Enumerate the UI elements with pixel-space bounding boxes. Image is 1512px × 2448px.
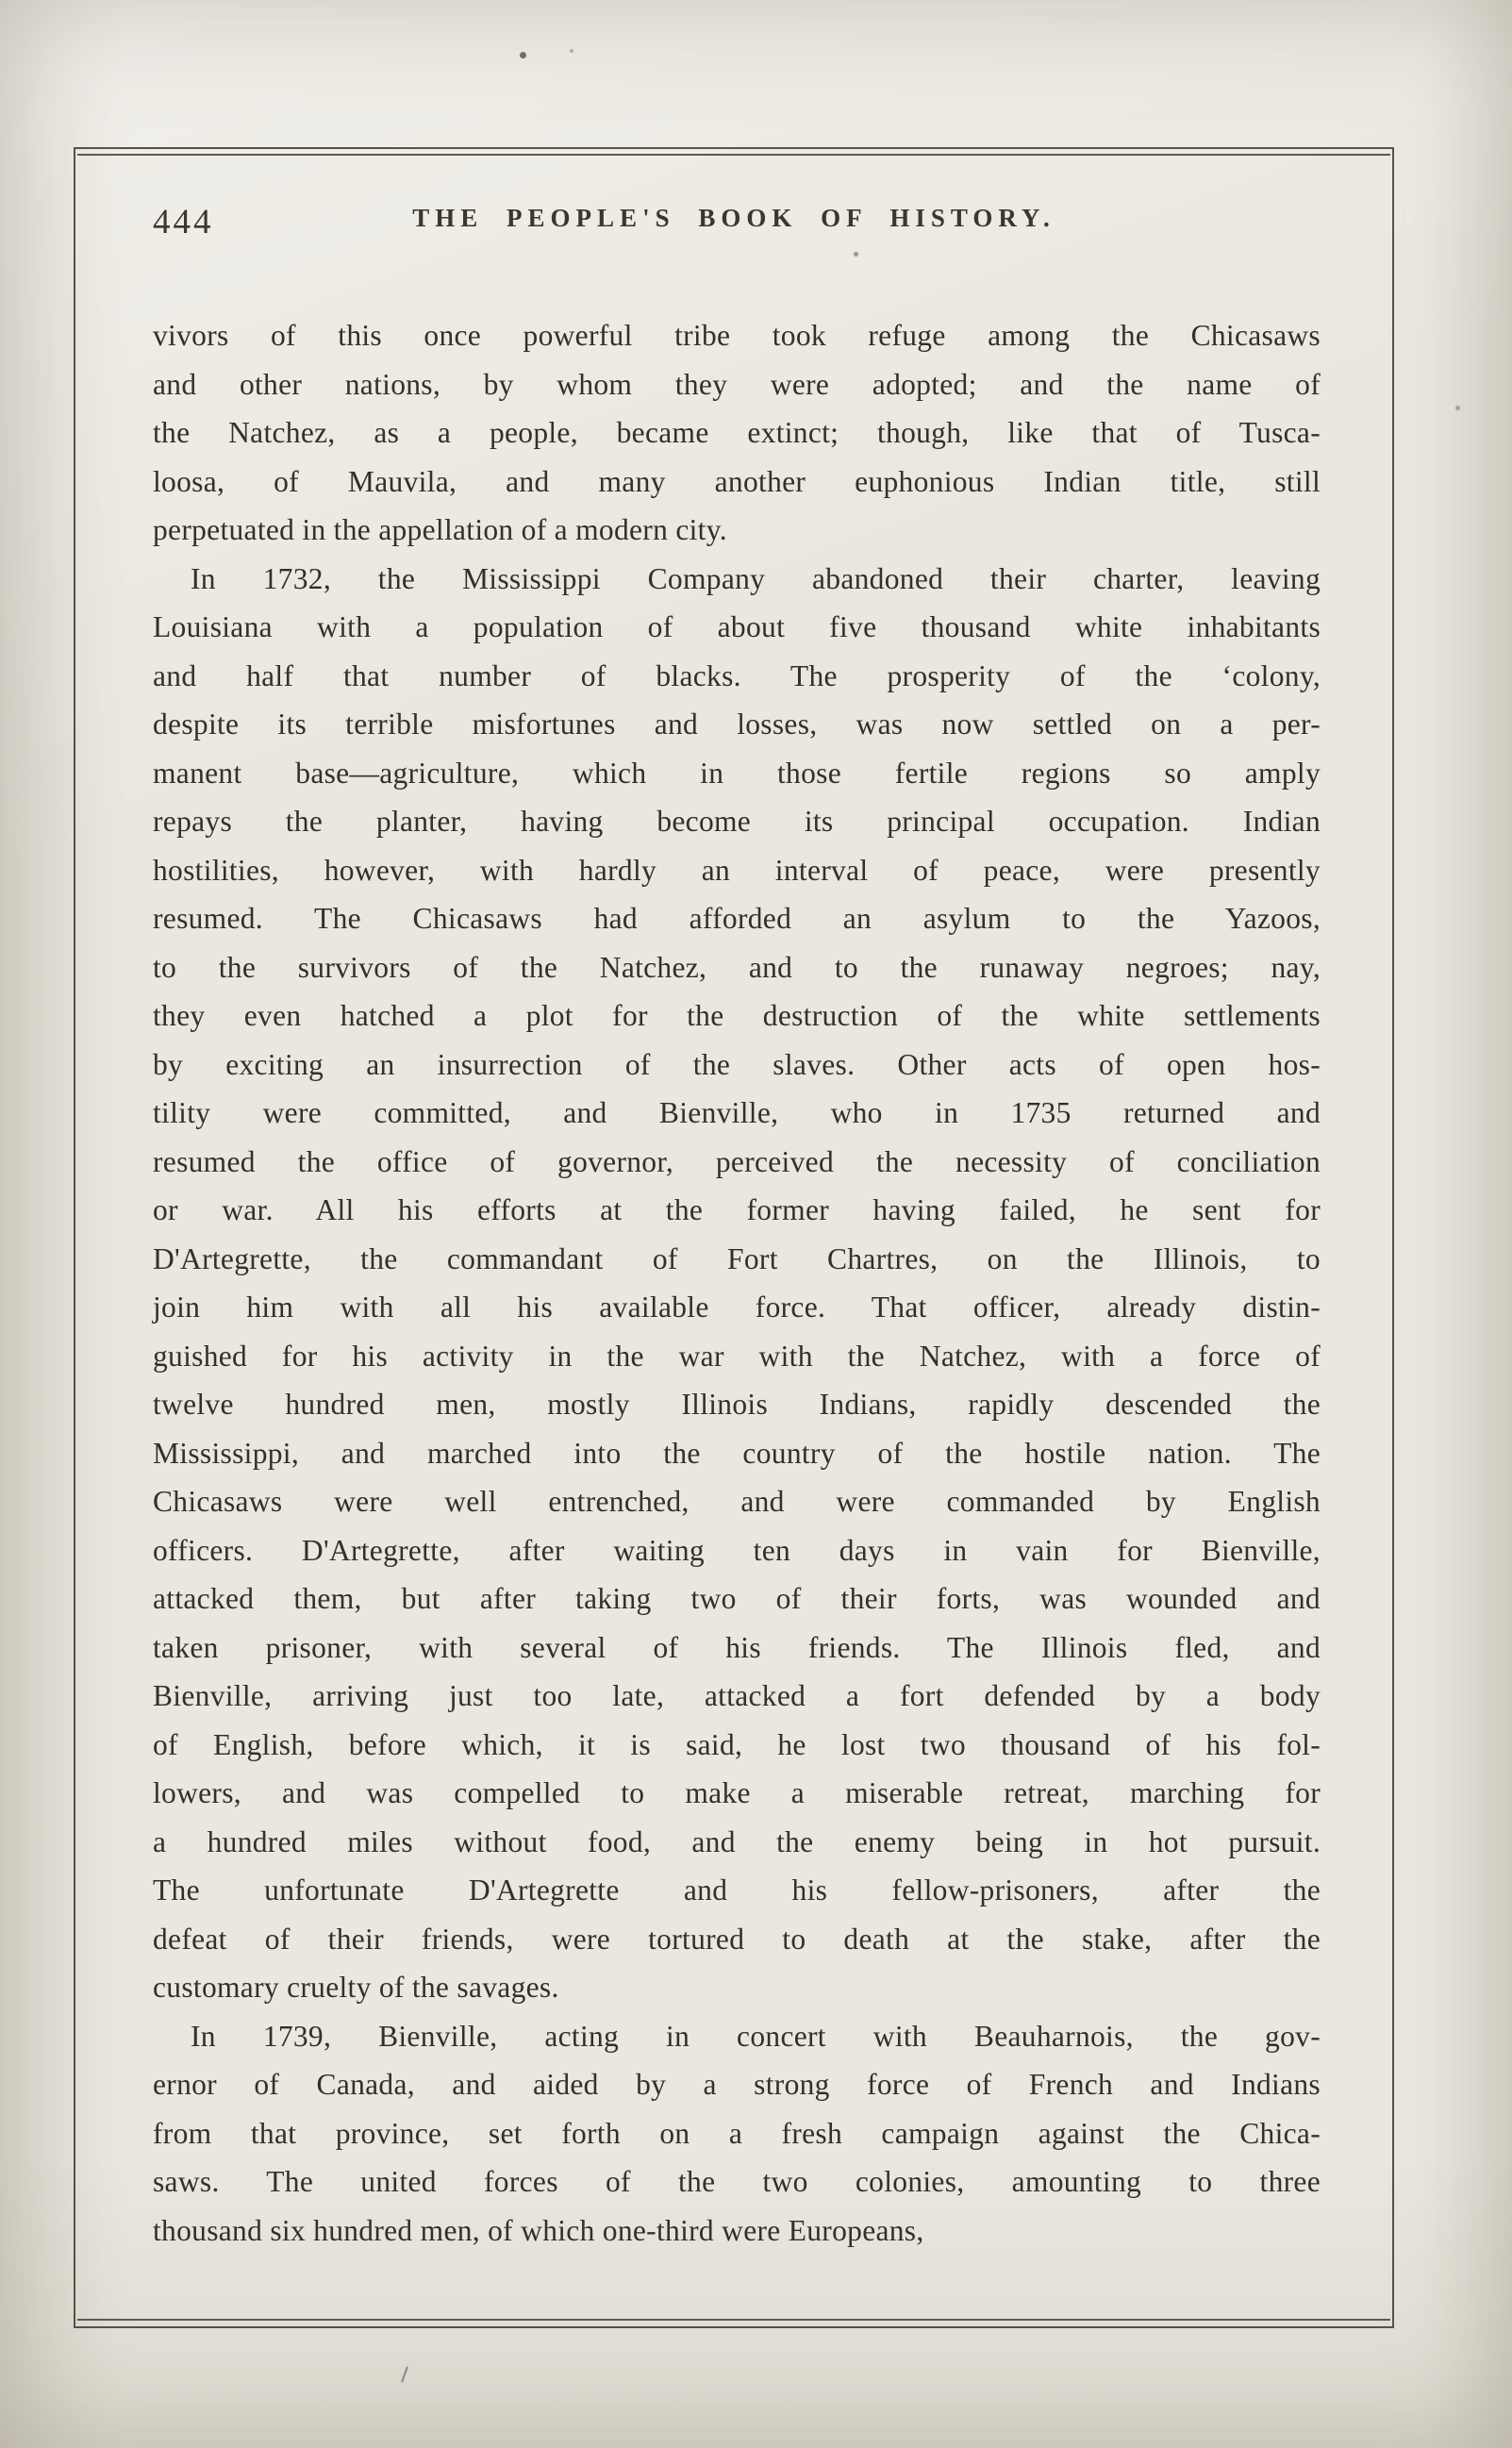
text-line: D'Artegrette, the commandant of Fort Chartres, on the Illinois, to bbox=[153, 1241, 1321, 1275]
text-line: officers. D'Artegrette, after waiting ten days in vain for Bienville, bbox=[153, 1533, 1321, 1567]
text-line: perpetuated in the appellation of a modern city. bbox=[153, 513, 727, 546]
text-line: tility were committed, and Bienville, who in 1735 returned and bbox=[153, 1096, 1321, 1129]
text-line: taken prisoner, with several of his friends. The Illinois fled, and bbox=[153, 1630, 1321, 1664]
text-line: to the survivors of the Natchez, and to the runaway negroes; nay, bbox=[153, 950, 1321, 984]
text-line: lowers, and was compelled to make a miserable retreat, marching for bbox=[153, 1776, 1321, 1809]
text-line: manent base—agriculture, which in those fertile regions so amply bbox=[153, 756, 1321, 790]
text-line: vivors of this once powerful tribe took refuge among the Chicasaws bbox=[153, 319, 1321, 352]
text-line: ernor of Canada, and aided by a strong force of French and Indians bbox=[153, 2068, 1321, 2101]
text-line: saws. The united forces of the two colonies, amounting to three bbox=[153, 2165, 1321, 2198]
scan-speck bbox=[520, 52, 526, 58]
text-line: and other nations, by whom they were adopted; and the name of bbox=[153, 367, 1321, 401]
text-line: hostilities, however, with hardly an interval of peace, were presently bbox=[153, 853, 1321, 887]
running-title: THE PEOPLE'S BOOK OF HISTORY. bbox=[412, 204, 1055, 232]
text-line: loosa, of Mauvila, and many another euphonious Indian title, still bbox=[153, 464, 1321, 498]
text-line: Louisiana with a population of about five thousand white inhabitants bbox=[153, 610, 1321, 643]
scan-speck bbox=[1455, 406, 1460, 410]
page-body bbox=[153, 311, 1321, 2255]
text-line: Chicasaws were well entrenched, and were commanded by English bbox=[153, 1485, 1321, 1518]
text-line: repays the planter, having become its principal occupation. Indian bbox=[153, 805, 1321, 838]
text-line: resumed the office of governor, perceived the necessity of conciliation bbox=[153, 1144, 1321, 1178]
text-line: guished for his activity in the war with the Natchez, with a force of bbox=[153, 1339, 1321, 1373]
scan-speck bbox=[401, 2366, 408, 2383]
paragraph bbox=[153, 311, 1321, 555]
page-number: 444 bbox=[153, 203, 214, 241]
text-line: The unfortunate D'Artegrette and his fellow-prisoners, after the bbox=[153, 1873, 1321, 1907]
text-line: by exciting an insurrection of the slaves. Other acts of open hos- bbox=[153, 1047, 1321, 1081]
text-line: In 1739, Bienville, acting in concert with Beauharnois, the gov- bbox=[191, 2019, 1321, 2053]
text-line: Bienville, arriving just too late, attacked a fort defended by a body bbox=[153, 1679, 1321, 1712]
text-line: twelve hundred men, mostly Illinois Indians, rapidly descended the bbox=[153, 1388, 1321, 1421]
text-line: Mississippi, and marched into the country of the hostile nation. The bbox=[153, 1436, 1321, 1470]
scan-speck bbox=[570, 49, 573, 53]
text-line: a hundred miles without food, and the enemy being in hot pursuit. bbox=[153, 1824, 1321, 1858]
text-line: they even hatched a plot for the destruction of the white settlements bbox=[153, 999, 1321, 1032]
text-line: despite its terrible misfortunes and losses, was now settled on a per- bbox=[153, 708, 1321, 741]
paragraph bbox=[153, 555, 1321, 2012]
text-line: attacked them, but after taking two of their forts, was wounded and bbox=[153, 1582, 1321, 1615]
page-header bbox=[75, 198, 1392, 243]
text-line: resumed. The Chicasaws had afforded an asylum to the Yazoos, bbox=[153, 902, 1321, 935]
text-line: thousand six hundred men, of which one-third were Europeans, bbox=[153, 2213, 924, 2247]
text-line: defeat of their friends, were tortured to death at the stake, after the bbox=[153, 1922, 1321, 1956]
text-line: and half that number of blacks. The prosperity of the ‘colony, bbox=[153, 658, 1321, 692]
text-line: from that province, set forth on a fresh campaign against the Chica- bbox=[153, 2116, 1321, 2150]
text-line: customary cruelty of the savages. bbox=[153, 1971, 559, 2004]
text-line: of English, before which, it is said, he lost two thousand of his fol- bbox=[153, 1727, 1321, 1761]
text-line: join him with all his available force. That officer, already distin- bbox=[153, 1291, 1321, 1324]
text-line: the Natchez, as a people, became extinct; though, like that of Tusca- bbox=[153, 416, 1321, 449]
text-line: In 1732, the Mississippi Company abandoned their charter, leaving bbox=[191, 561, 1321, 595]
text-line: or war. All his efforts at the former having failed, he sent for bbox=[153, 1193, 1321, 1226]
page-border-frame bbox=[74, 147, 1394, 2328]
paragraph bbox=[153, 2012, 1321, 2256]
